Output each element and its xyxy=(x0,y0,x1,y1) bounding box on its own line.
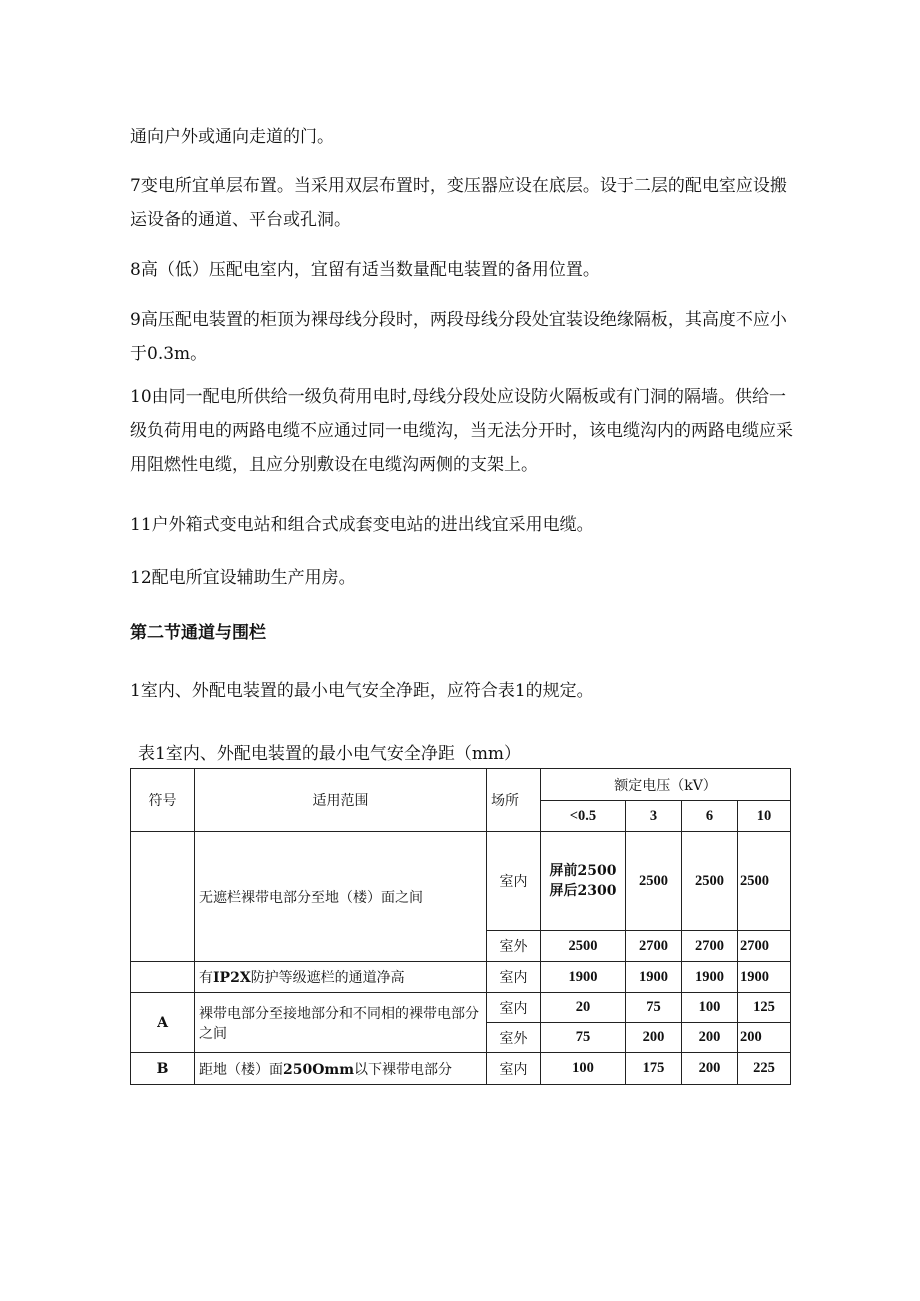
header-place: 场所 xyxy=(487,769,541,832)
row3-outdoor-3kv: 200 xyxy=(626,1023,682,1053)
paragraph-item-10: 10由同一配电所供给一级负荷用电时,母线分段处应设防火隔板或有门洞的隔墙。供给一级负荷用电的两路电缆不应通过同一电缆沟，当无法分开时，该电缆沟内的两路电缆应采用阻燃性电缆，且应分别敷设在电缆沟两侧的支架上。 xyxy=(130,387,793,475)
table-row xyxy=(131,1053,791,1085)
header-row xyxy=(131,769,791,801)
row3-outdoor-6kv: 200 xyxy=(682,1023,738,1053)
paragraph-continuation: 通向户外或通向走道的门。 xyxy=(130,127,334,147)
row4-symbol: B xyxy=(131,1053,195,1085)
row3-indoor-6kv: 100 xyxy=(682,993,738,1023)
row2-scope xyxy=(195,962,487,993)
row2-lt05: 1900 xyxy=(541,962,626,993)
paragraph-item-8: 8高（低）压配电室内，宜留有适当数量配电装置的备用位置。 xyxy=(130,260,600,280)
row2-6kv: 1900 xyxy=(682,962,738,993)
row3-indoor-lt05: 20 xyxy=(541,993,626,1023)
screen-back-value: 屏后2300 xyxy=(549,883,617,899)
row1-outdoor-3kv: 2700 xyxy=(626,931,682,962)
header-voltage-3: 3 xyxy=(626,801,682,832)
header-voltage: 额定电压（kV） xyxy=(541,769,791,801)
paragraph-item-9: 9高压配电装置的柜顶为裸母线分段时，两段母线分段处宜装设绝缘隔板，其高度不应小于0.3m。 xyxy=(130,310,787,364)
header-voltage-6: 6 xyxy=(682,801,738,832)
row3-outdoor-place: 室外 xyxy=(487,1023,541,1053)
row2-place: 室内 xyxy=(487,962,541,993)
row4-3kv: 175 xyxy=(626,1053,682,1085)
header-scope: 适用范围 xyxy=(195,769,487,832)
row1-outdoor-lt05: 2500 xyxy=(541,931,626,962)
row3-outdoor-10kv: 200 xyxy=(738,1023,791,1053)
row4-scope-pre: 距地（楼）面 xyxy=(199,1061,283,1078)
table-row xyxy=(131,993,791,1023)
row1-indoor-place: 室内 xyxy=(487,832,541,931)
row2-scope-post: 防护等级遮栏的通道净高 xyxy=(250,970,405,986)
row3-symbol: A xyxy=(131,993,195,1053)
table-row xyxy=(131,962,791,993)
clearance-table xyxy=(130,768,791,1085)
row3-outdoor-lt05: 75 xyxy=(541,1023,626,1053)
row4-6kv: 200 xyxy=(682,1053,738,1085)
row4-scope xyxy=(195,1053,487,1085)
row3-indoor-place: 室内 xyxy=(487,993,541,1023)
row1-indoor-6kv: 2500 xyxy=(682,832,738,931)
paragraph-item-12: 12配电所宜设辅助生产用房。 xyxy=(130,568,356,588)
row1-screen-values xyxy=(541,832,626,931)
table-caption: 表1室内、外配电装置的最小电气安全净距（mm） xyxy=(138,744,522,764)
header-voltage-10: 10 xyxy=(738,801,791,832)
row1-outdoor-10kv: 2700 xyxy=(738,931,791,962)
row2-scope-pre: 有 xyxy=(199,970,213,986)
section-intro: 1室内、外配电装置的最小电气安全净距，应符合表1的规定。 xyxy=(130,681,594,701)
row4-scope-post: 以下裸带电部分 xyxy=(354,1061,453,1078)
section-heading: 第二节通道与围栏 xyxy=(130,623,266,643)
row1-scope: 无遮栏裸带电部分至地（楼）面之间 xyxy=(195,832,487,962)
row1-outdoor-place: 室外 xyxy=(487,931,541,962)
row2-10kv: 1900 xyxy=(738,962,791,993)
paragraph-item-7: 7变电所宜单层布置。当采用双层布置时，变压器应设在底层。设于二层的配电室应设搬运设备的通道、平台或孔洞。 xyxy=(130,176,787,230)
row2-3kv: 1900 xyxy=(626,962,682,993)
row4-place: 室内 xyxy=(487,1053,541,1085)
paragraph-item-11: 11户外箱式变电站和组合式成套变电站的进出线宜采用电缆。 xyxy=(130,515,594,535)
row1-symbol xyxy=(131,832,195,962)
row1-outdoor-6kv: 2700 xyxy=(682,931,738,962)
row1-indoor-10kv: 2500 xyxy=(738,832,791,931)
header-symbol: 符号 xyxy=(131,769,195,832)
row4-lt05: 100 xyxy=(541,1053,626,1085)
row3-indoor-3kv: 75 xyxy=(626,993,682,1023)
row4-10kv: 225 xyxy=(738,1053,791,1085)
row1-indoor-3kv: 2500 xyxy=(626,832,682,931)
row2-symbol xyxy=(131,962,195,993)
header-voltage-lt05: <0.5 xyxy=(541,801,626,832)
screen-front-value: 屏前2500 xyxy=(549,863,617,879)
row4-scope-bold: 250Omm xyxy=(283,1061,355,1078)
table-row xyxy=(131,832,791,931)
row2-scope-bold: IP2X xyxy=(213,970,251,986)
row3-scope: 裸带电部分至接地部分和不同相的裸带电部分之间 xyxy=(195,993,487,1053)
row3-indoor-10kv: 125 xyxy=(738,993,791,1023)
